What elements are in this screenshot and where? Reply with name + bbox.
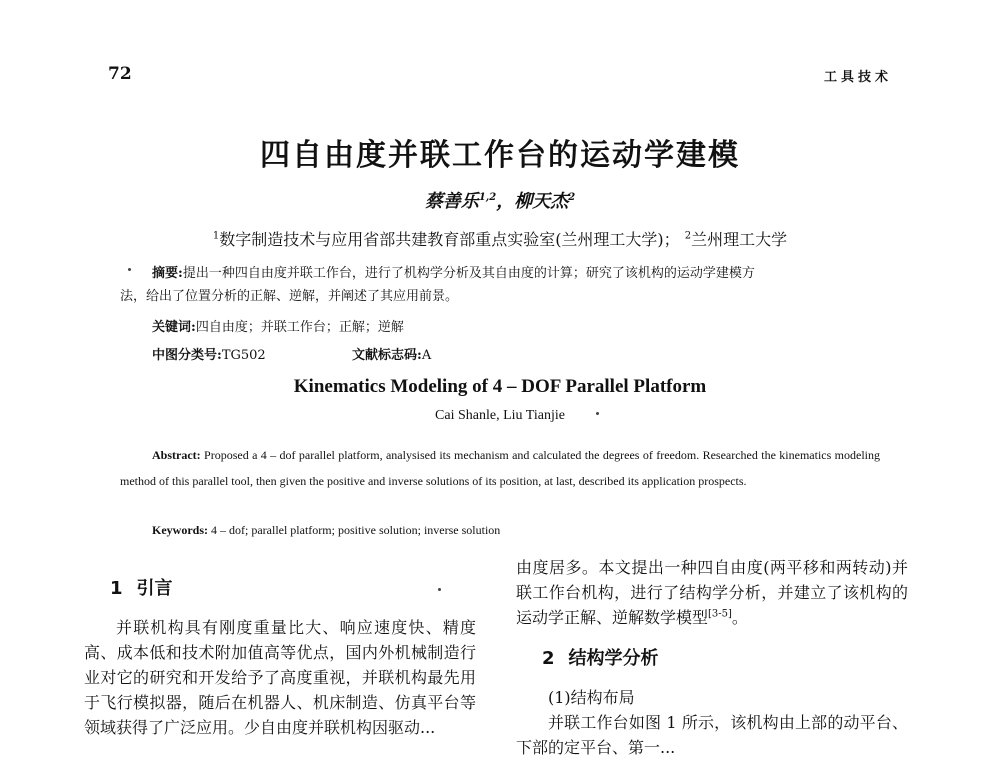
english-keywords-label: Keywords: xyxy=(152,523,208,537)
right-paragraph-1-end: 。 xyxy=(731,608,748,627)
affiliations xyxy=(0,227,1000,250)
section-1-paragraph: 并联机构具有刚度重量比大、响应速度快、精度高、成本低和技术附加值高等优点，国内外机械制造行业对它的研究和开发给予了高度重视，并联机构最先用于飞行模拟器，随后在机器人、机床制造、仿真平台等领域获得了广泛应用。少自由度并联机构因驱动... xyxy=(84,618,476,737)
keywords-label: 关键词: xyxy=(152,320,196,335)
section-2-number: 2 xyxy=(542,648,555,669)
english-abstract-text: Proposed a 4 – dof parallel platform, analysised its mechanism and calculated the degrees of freedom. Researched the kinematics modeling method of this parallel tool, then given the positive and inverse solutions of its position, at last, described its application prospects. xyxy=(120,448,880,488)
english-keywords xyxy=(152,523,500,538)
document-code xyxy=(352,344,431,363)
clc-label: 中图分类号: xyxy=(152,348,222,363)
scan-speck xyxy=(128,268,131,271)
doc-code-text: A xyxy=(421,348,432,363)
scan-speck xyxy=(596,412,599,415)
author-1-sup: 1,2 xyxy=(478,192,497,203)
section-1-number: 1 xyxy=(110,578,123,599)
citation: [3-5] xyxy=(708,608,732,620)
keywords xyxy=(152,316,404,335)
section-2-title: 结构学分析 xyxy=(568,648,659,669)
paper-title: 四自由度并联工作台的运动学建模 xyxy=(260,138,740,173)
section-1-heading xyxy=(110,576,476,601)
affil-2: 兰州理工大学 xyxy=(691,230,788,249)
abstract-line-2: 法，给出了位置分析的正解、逆解，并阐述了其应用前景。 xyxy=(120,289,459,304)
author-1: 蔡善乐 xyxy=(424,191,479,212)
keywords-text: 四自由度；并联工作台；正解；逆解 xyxy=(195,320,404,335)
english-abstract xyxy=(120,442,880,494)
english-title: Kinematics Modeling of 4 – DOF Parallel Platform xyxy=(293,376,707,397)
clc-text: TG502 xyxy=(221,348,266,363)
page-number: 72 xyxy=(108,64,132,84)
scan-speck xyxy=(438,588,441,591)
affil-1-sup: 1 xyxy=(212,230,220,242)
author-2-sup: 2 xyxy=(568,192,576,203)
english-abstract-label: Abstract: xyxy=(152,448,201,462)
doc-code-label: 文献标志码: xyxy=(352,348,422,363)
affil-2-sup: 2 xyxy=(684,230,692,242)
author-sep: ， xyxy=(496,191,515,212)
abstract-label: 摘要: xyxy=(152,266,183,281)
right-paragraph-1-text: 由度居多。本文提出一种四自由度(两平移和两转动)并联工作台机构，进行了结构学分析，并建立了该机构的运动学正解、逆解数学模型 xyxy=(516,558,908,627)
section-1-title: 引言 xyxy=(136,578,173,599)
right-column xyxy=(516,555,908,760)
authors xyxy=(0,187,1000,213)
clc-number xyxy=(152,344,266,363)
left-column xyxy=(84,570,476,740)
section-2-heading xyxy=(542,646,908,671)
right-paragraph-2: 并联工作台如图 1 所示，该机构由上部的动平台、下部的定平台、第一... xyxy=(516,713,908,757)
subsection-1-title: (1)结构布局 xyxy=(548,688,635,707)
right-paragraph-1 xyxy=(516,555,908,630)
abstract-line-1: 提出一种四自由度并联工作台，进行了机构学分析及其自由度的计算；研究了该机构的运动学建模方 xyxy=(182,266,755,281)
chinese-abstract xyxy=(120,262,888,308)
journal-name: 工具技术 xyxy=(823,70,892,85)
author-2: 柳天杰 xyxy=(514,191,569,212)
affil-1: 数字制造技术与应用省部共建教育部重点实验室(兰州理工大学)； xyxy=(219,230,680,249)
english-keywords-text: 4 – dof; parallel platform; positive solution; inverse solution xyxy=(208,523,501,537)
english-authors: Cai Shanle, Liu Tianjie xyxy=(435,408,565,423)
